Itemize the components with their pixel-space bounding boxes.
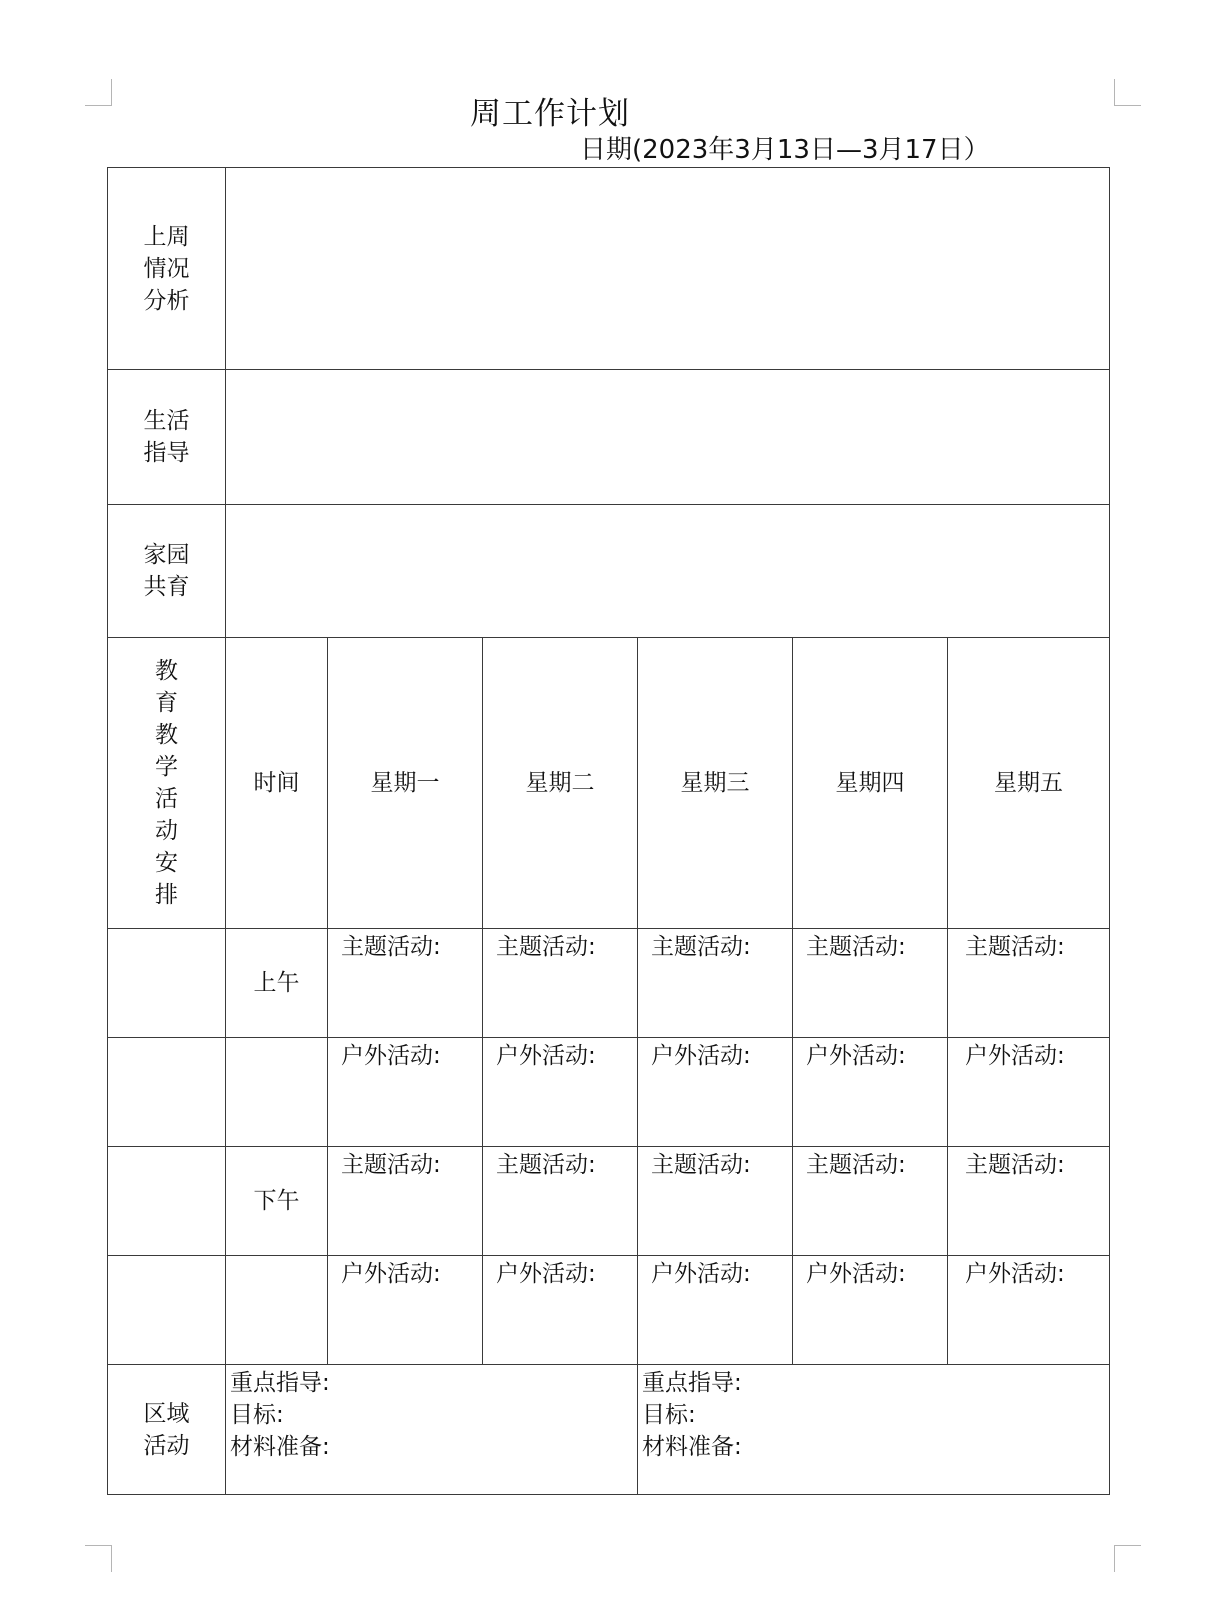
morning-theme-tue[interactable]: 主题活动: — [483, 929, 638, 1038]
morning-outdoor-mon[interactable]: 户外活动: — [328, 1038, 483, 1147]
region-materials: 材料准备: — [642, 1434, 742, 1460]
region-materials: 材料准备: — [230, 1434, 330, 1460]
afternoon-outdoor-tue[interactable]: 户外活动: — [483, 1256, 638, 1365]
morning-outdoor-thu[interactable]: 户外活动: — [793, 1038, 948, 1147]
document-title: 周工作计划 — [470, 96, 630, 132]
row-label-teaching — [108, 638, 226, 929]
blank-cell — [226, 1256, 328, 1365]
afternoon-theme-tue[interactable]: 主题活动: — [483, 1147, 638, 1256]
morning-outdoor-wed[interactable]: 户外活动: — [638, 1038, 793, 1147]
crop-mark-bottom-right — [1114, 1545, 1141, 1572]
time-header: 时间 — [226, 638, 328, 929]
region-left[interactable] — [226, 1365, 638, 1495]
day-header-wed: 星期三 — [638, 638, 793, 929]
afternoon-theme-mon[interactable]: 主题活动: — [328, 1147, 483, 1256]
date-range: 日期(2023年3月13日—3月17日） — [580, 135, 990, 165]
life-guidance-content[interactable] — [226, 370, 1110, 505]
afternoon-theme-thu[interactable]: 主题活动: — [793, 1147, 948, 1256]
label-home-school: 家园共育 — [143, 542, 190, 600]
afternoon-outdoor-fri[interactable]: 户外活动: — [948, 1256, 1110, 1365]
crop-mark-top-right — [1114, 79, 1141, 106]
period-morning: 上午 — [226, 929, 328, 1038]
label-last-week: 上周情况分析 — [143, 223, 190, 314]
crop-mark-top-left — [85, 79, 112, 106]
weekly-plan-table — [107, 167, 1110, 1495]
blank-cell — [108, 1256, 226, 1365]
day-header-fri: 星期五 — [948, 638, 1110, 929]
period-afternoon: 下午 — [226, 1147, 328, 1256]
morning-theme-wed[interactable]: 主题活动: — [638, 929, 793, 1038]
morning-theme-mon[interactable]: 主题活动: — [328, 929, 483, 1038]
morning-outdoor-fri[interactable]: 户外活动: — [948, 1038, 1110, 1147]
label-region: 区域活动 — [143, 1400, 190, 1459]
row-label-life — [108, 370, 226, 505]
morning-outdoor-tue[interactable]: 户外活动: — [483, 1038, 638, 1147]
region-goal: 目标: — [642, 1402, 696, 1428]
blank-cell — [108, 929, 226, 1038]
afternoon-theme-fri[interactable]: 主题活动: — [948, 1147, 1110, 1256]
blank-cell — [108, 1038, 226, 1147]
day-header-tue: 星期二 — [483, 638, 638, 929]
morning-theme-fri[interactable]: 主题活动: — [948, 929, 1110, 1038]
row-label-home-school — [108, 505, 226, 638]
morning-theme-thu[interactable]: 主题活动: — [793, 929, 948, 1038]
label-life: 生活指导 — [143, 408, 190, 466]
last-week-content[interactable] — [226, 168, 1110, 370]
region-right[interactable] — [638, 1365, 1110, 1495]
region-goal: 目标: — [230, 1402, 284, 1428]
blank-cell — [226, 1038, 328, 1147]
afternoon-outdoor-wed[interactable]: 户外活动: — [638, 1256, 793, 1365]
crop-mark-bottom-left — [85, 1545, 112, 1572]
label-teaching: 教育教学活动安排 — [155, 658, 178, 908]
row-label-last-week — [108, 168, 226, 370]
day-header-mon: 星期一 — [328, 638, 483, 929]
region-focus: 重点指导: — [642, 1370, 742, 1396]
afternoon-theme-wed[interactable]: 主题活动: — [638, 1147, 793, 1256]
afternoon-outdoor-mon[interactable]: 户外活动: — [328, 1256, 483, 1365]
region-focus: 重点指导: — [230, 1370, 330, 1396]
home-school-content[interactable] — [226, 505, 1110, 638]
day-header-thu: 星期四 — [793, 638, 948, 929]
row-label-region — [108, 1365, 226, 1495]
afternoon-outdoor-thu[interactable]: 户外活动: — [793, 1256, 948, 1365]
blank-cell — [108, 1147, 226, 1256]
